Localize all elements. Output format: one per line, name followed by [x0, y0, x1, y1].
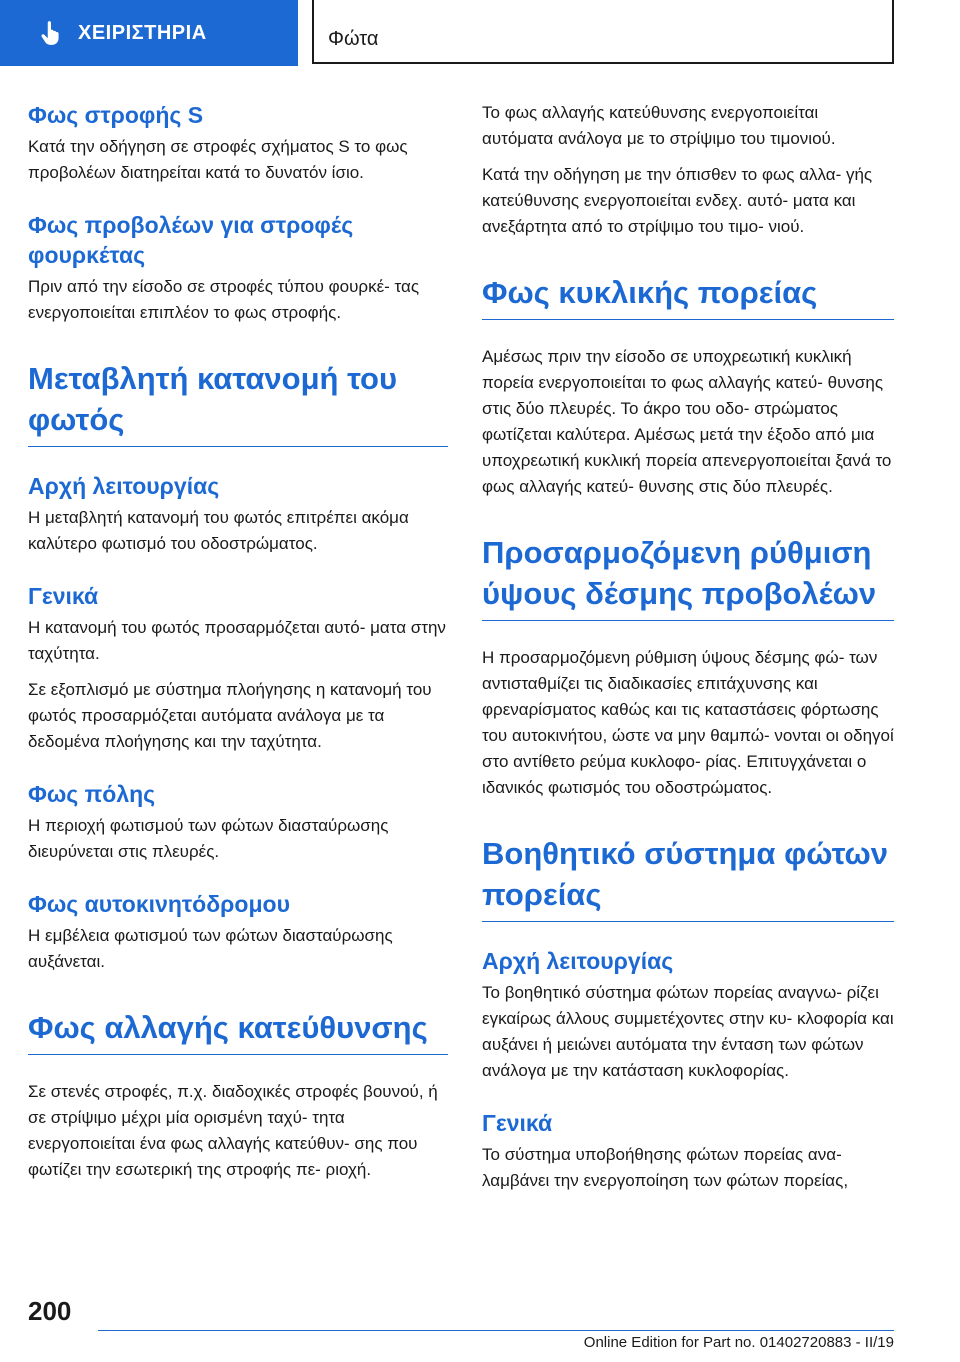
left-column: [28, 100, 448, 1193]
right-column: [482, 100, 894, 1204]
heading-variable-light-distribution: Μεταβλητή κατανομή του φωτός: [28, 358, 448, 447]
heading-s-curve-light: Φως στροφής S: [28, 102, 204, 128]
manual-section-label: ΧΕΙΡΙΣΤΗΡΙΑ: [78, 21, 207, 44]
heading-turning-light: Φως αλλαγής κατεύθυνσης: [28, 1007, 448, 1055]
page-number: 200: [28, 1296, 72, 1326]
heading-principle: Αρχή λειτουργίας: [28, 473, 220, 499]
edition-note: Online Edition for Part no. 01402720883 - II/19: [583, 1334, 894, 1351]
chapter-tab[interactable]: [312, 0, 894, 64]
page-header: [0, 0, 960, 70]
paragraph: Το σύστημα υποβοήθησης φώτων πορείας ανα‐ λαμβάνει την ενεργοποίηση των φώτων πορείας,: [482, 1145, 849, 1190]
paragraph: Η εμβέλεια φωτισμού των φώτων διασταύρωσης αυξάνεται.: [28, 926, 393, 971]
paragraph: Αμέσως πριν την είσοδο σε υποχρεωτική κυκλική πορεία ενεργοποιείται το φως αλλαγής κατεύ‐ θυνσης στις δύο πλευρές. Το άκρο του οδο‐ στρώματος φωτίζεται καλύτερα. Αμέσως μετά την έξοδο από μια υποχρεωτική κυκλική πορεία απενεργοποιείται ξανά το φως αλλαγής κατεύ‐ θυνσης στις δύο πλευρές.: [482, 347, 892, 496]
paragraph: Σε στενές στροφές, π.χ. διαδοχικές στροφές βουνού, ή σε στρίψιμο μέχρι μία ορισμένη ταχύ‐ τητα ενεργοποιείται ένα φως αλλαγής κατεύθυν‐ σης που φωτίζει την εσωτερική της στροφής πε‐ ριοχή.: [28, 1082, 438, 1179]
heading-hairpin-light: Φως προβολέων για στροφές φουρκέτας: [28, 212, 354, 268]
manual-section-tab[interactable]: [0, 0, 298, 66]
paragraph: Κατά την οδήγηση σε στροφές σχήματος S το φως προβολέων διατηρείται κατά το δυνατόν ίσιο.: [28, 137, 408, 182]
paragraph: Η προσαρμοζόμενη ρύθμιση ύψους δέσμης φώ‐ των αντισταθμίζει τις διαδικασίες επιτάχυνσης και φρεναρίσματος καθώς και τις καταστάσεις φόρτωσης του αυτοκινήτου, ώστε να μην θαμπώ‐ νονται οι οδηγοί στο αντίθετο ρεύμα κυκλοφο‐ ρίας. Επιτυγχάνεται ο ιδανικός φωτισμός του οδοστρώματος.: [482, 648, 894, 797]
heading-adaptive-headlight-range: Προσαρμοζόμενη ρύθμιση ύψους δέσμης προβολέων: [482, 532, 894, 621]
paragraph: Η περιοχή φωτισμού των φώτων διασταύρωσης διευρύνεται στις πλευρές.: [28, 816, 389, 861]
heading-general: Γενικά: [28, 583, 99, 609]
heading-motorway-light: Φως αυτοκινητόδρομου: [28, 891, 290, 917]
heading-principle: Αρχή λειτουργίας: [482, 948, 674, 974]
heading-city-light: Φως πόλης: [28, 781, 156, 807]
paragraph: Το φως αλλαγής κατεύθυνσης ενεργοποιείται αυτόματα ανάλογα με το στρίψιμο του τιμονιού.: [482, 103, 836, 148]
paragraph: Σε εξοπλισμό με σύστημα πλοήγησης η κατανομή του φωτός προσαρμόζεται αυτόματα ανάλογα με τα δεδομένα πλοήγησης και την ταχύτητα.: [28, 680, 432, 751]
heading-high-beam-assistant: Βοηθητικό σύστημα φώτων πορείας: [482, 833, 894, 922]
pointing-hand-icon: [38, 20, 64, 46]
footer-divider: [98, 1330, 894, 1331]
paragraph: Πριν από την είσοδο σε στροφές τύπου φουρκέ‐ τας ενεργοποιείται επιπλέον το φως στροφής.: [28, 277, 420, 322]
paragraph: Η μεταβλητή κατανομή του φωτός επιτρέπει ακόμα καλύτερο φωτισμό του οδοστρώματος.: [28, 508, 409, 553]
paragraph: Κατά την οδήγηση με την όπισθεν το φως αλλα‐ γής κατεύθυνσης ενεργοποιείται ενδεχ. αυτό‐ ματα και ανεξάρτητα από το στρίψιμο του τιμο‐ νιού.: [482, 165, 873, 236]
heading-general: Γενικά: [482, 1110, 553, 1136]
chapter-label: Φώτα: [328, 28, 379, 50]
paragraph: Η κατανομή του φωτός προσαρμόζεται αυτό‐ ματα στην ταχύτητα.: [28, 618, 446, 663]
heading-roundabout-light: Φως κυκλικής πορείας: [482, 272, 894, 320]
paragraph: Το βοηθητικό σύστημα φώτων πορείας αναγνω‐ ρίζει εγκαίρως άλλους συμμετέχοντες στην κυ‐ κλοφορία και αυξάνει ή μειώνει αυτόματα την ένταση των φώτων ανάλογα με την κατάσταση κυκλοφορίας.: [482, 983, 894, 1080]
